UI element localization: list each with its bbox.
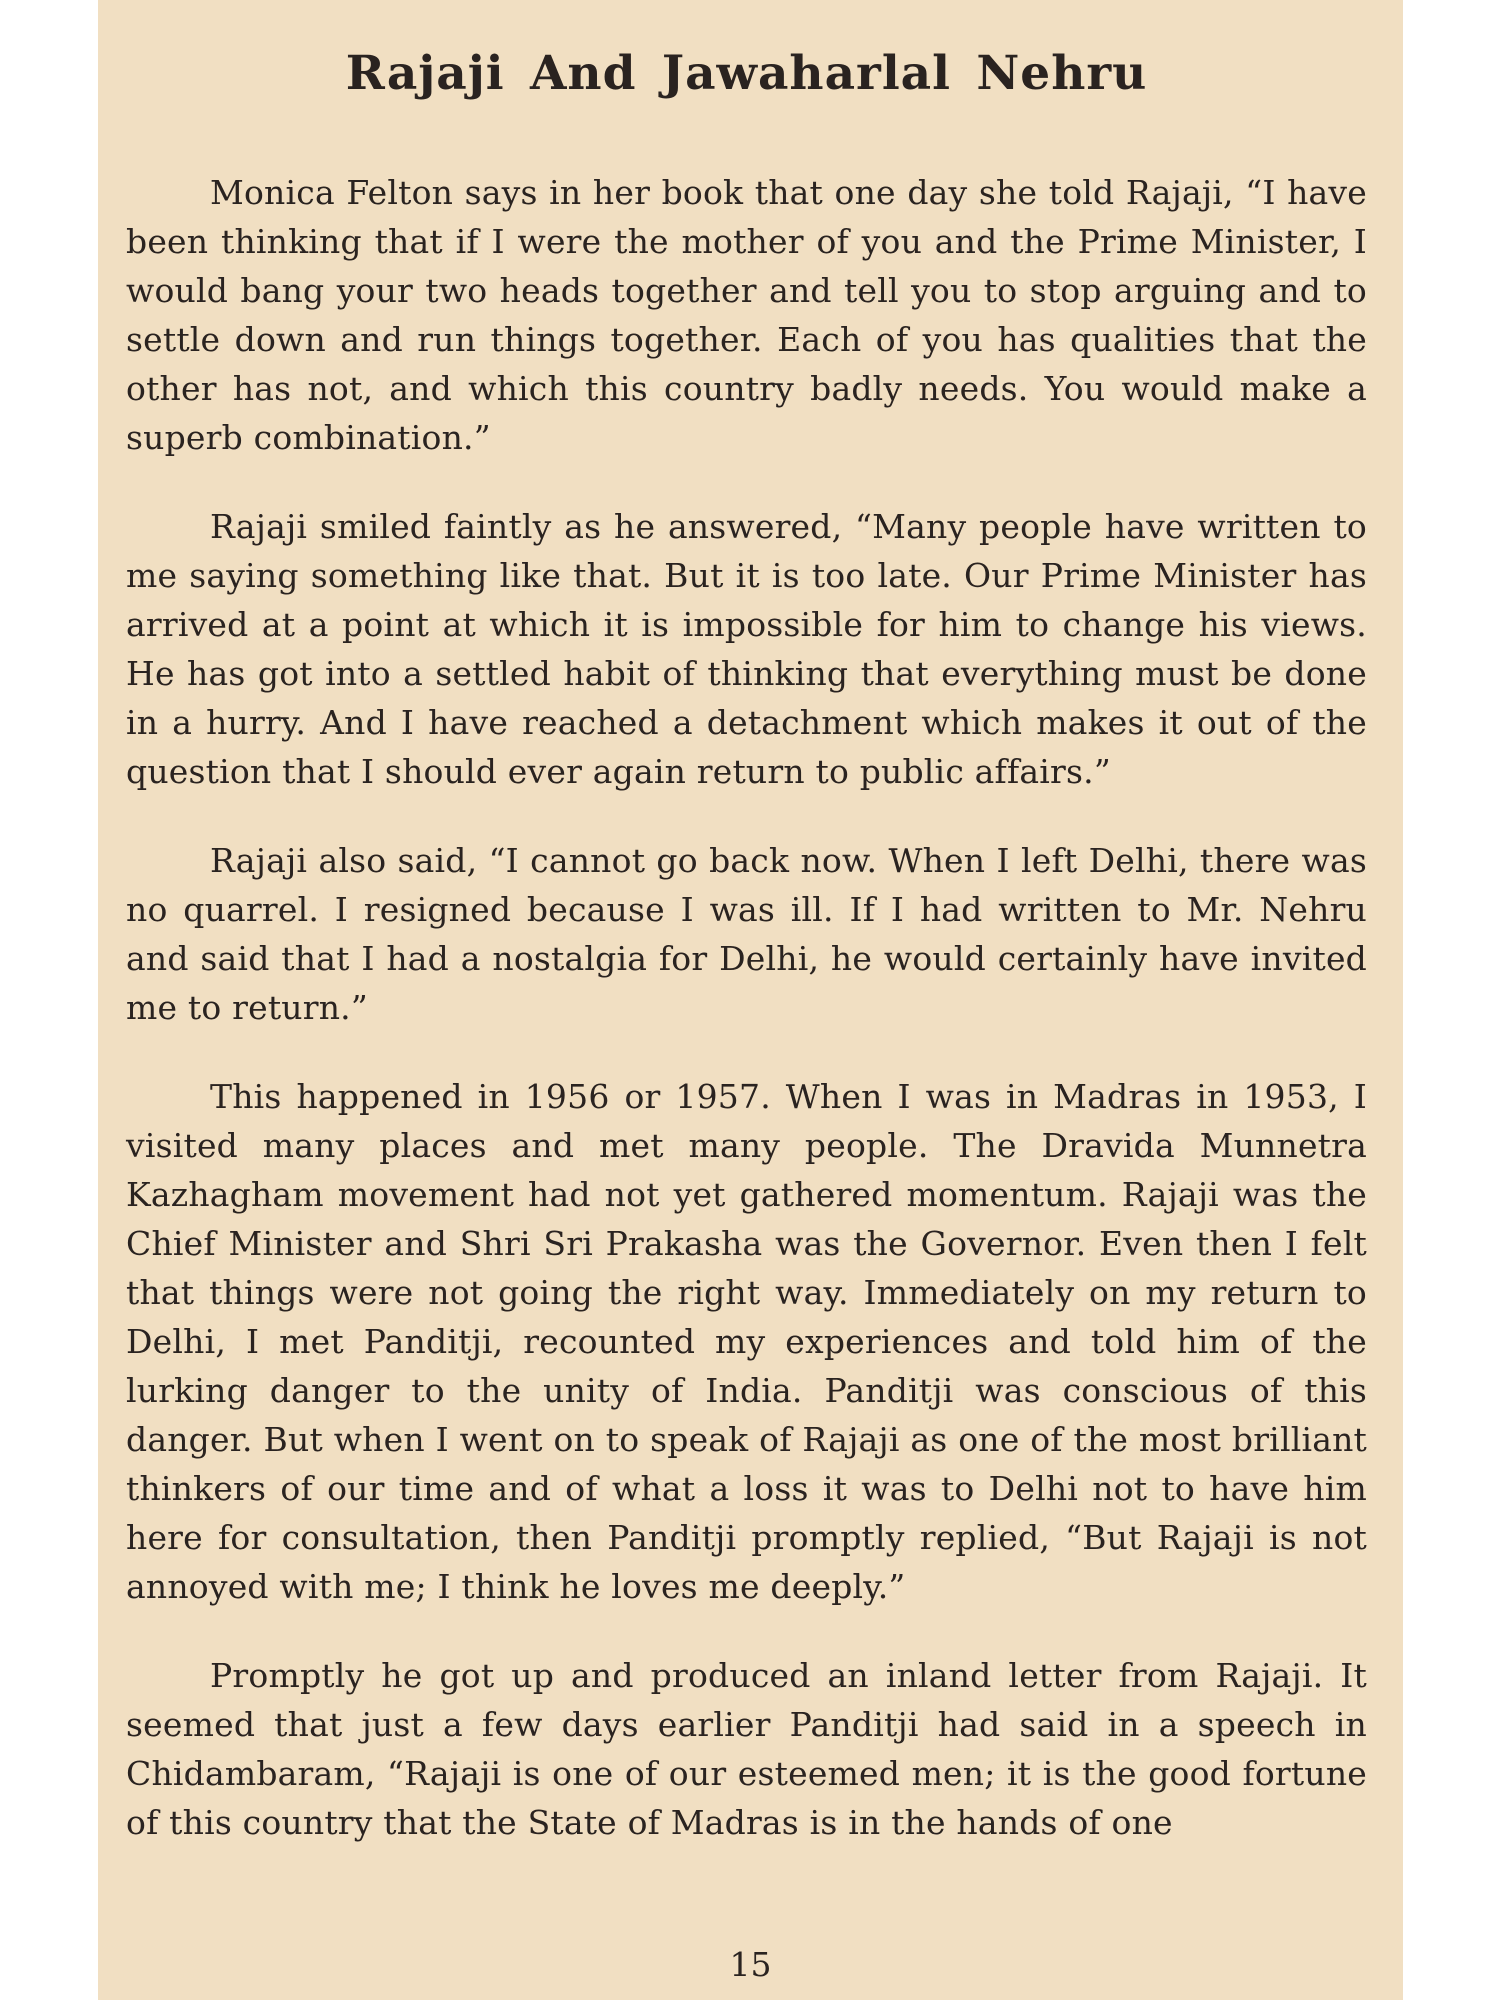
book-page [98,0,1403,2000]
paragraph-2: Rajaji smiled faintly as he answered, “Many people have written to me saying something like that. But it is too late. Our Prime Minister has arrived at a point at which it is impossible for him to change his views. He has got into a settled habit of thinking that everything must be done in a hurry. And I have reached a detachment which makes it out of the question that I should ever again return to public affairs.” [126,507,1367,792]
page-number: 15 [729,1945,772,1984]
paragraph-5: Promptly he got up and produced an inland letter from Rajaji. It seemed that just a few days earlier Panditji had said in a speech in Chidambaram, “Rajaji is one of our esteemed men; it is the good fortune of this country that the State of Madras is in the hands of one [126,1656,1367,1843]
paragraph-3: Rajaji also said, “I cannot go back now. When I left Delhi, there was no quarrel. I resigned because I was ill. If I had written to Mr. Nehru and said that I had a nostalgia for Delhi, he would certainly have invited me to return.” [126,841,1367,1028]
paragraph-1: Monica Felton says in her book that one day she told Rajaji, “I have been thinking that if I were the mother of you and the Prime Minister, I would bang your two heads together and tell you to stop arguing and to settle down and run things together. Each of you has qualities that the other has not, and which this country badly needs. You would make a superb combination.” [126,173,1367,458]
page-title: Rajaji And Jawaharlal Nehru [345,46,1148,101]
paragraph-4: This happened in 1956 or 1957. When I was in Madras in 1953, I visited many places and met many people. The Dravida Munnetra Kazhagham movement had not yet gathered momentum. Rajaji was the Chief Minister and Shri Sri Prakasha was the Governor. Even then I felt that things were not going the right way. Immediately on my return to Delhi, I met Panditji, recounted my experiences and told him of the lurking danger to the unity of India. Panditji was conscious of this danger. But when I went on to speak of Rajaji as one of the most brilliant thinkers of our time and of what a loss it was to Delhi not to have him here for consultation, then Panditji promptly replied, “But Rajaji is not annoyed with me; I think he loves me deeply.” [126,1077,1367,1607]
